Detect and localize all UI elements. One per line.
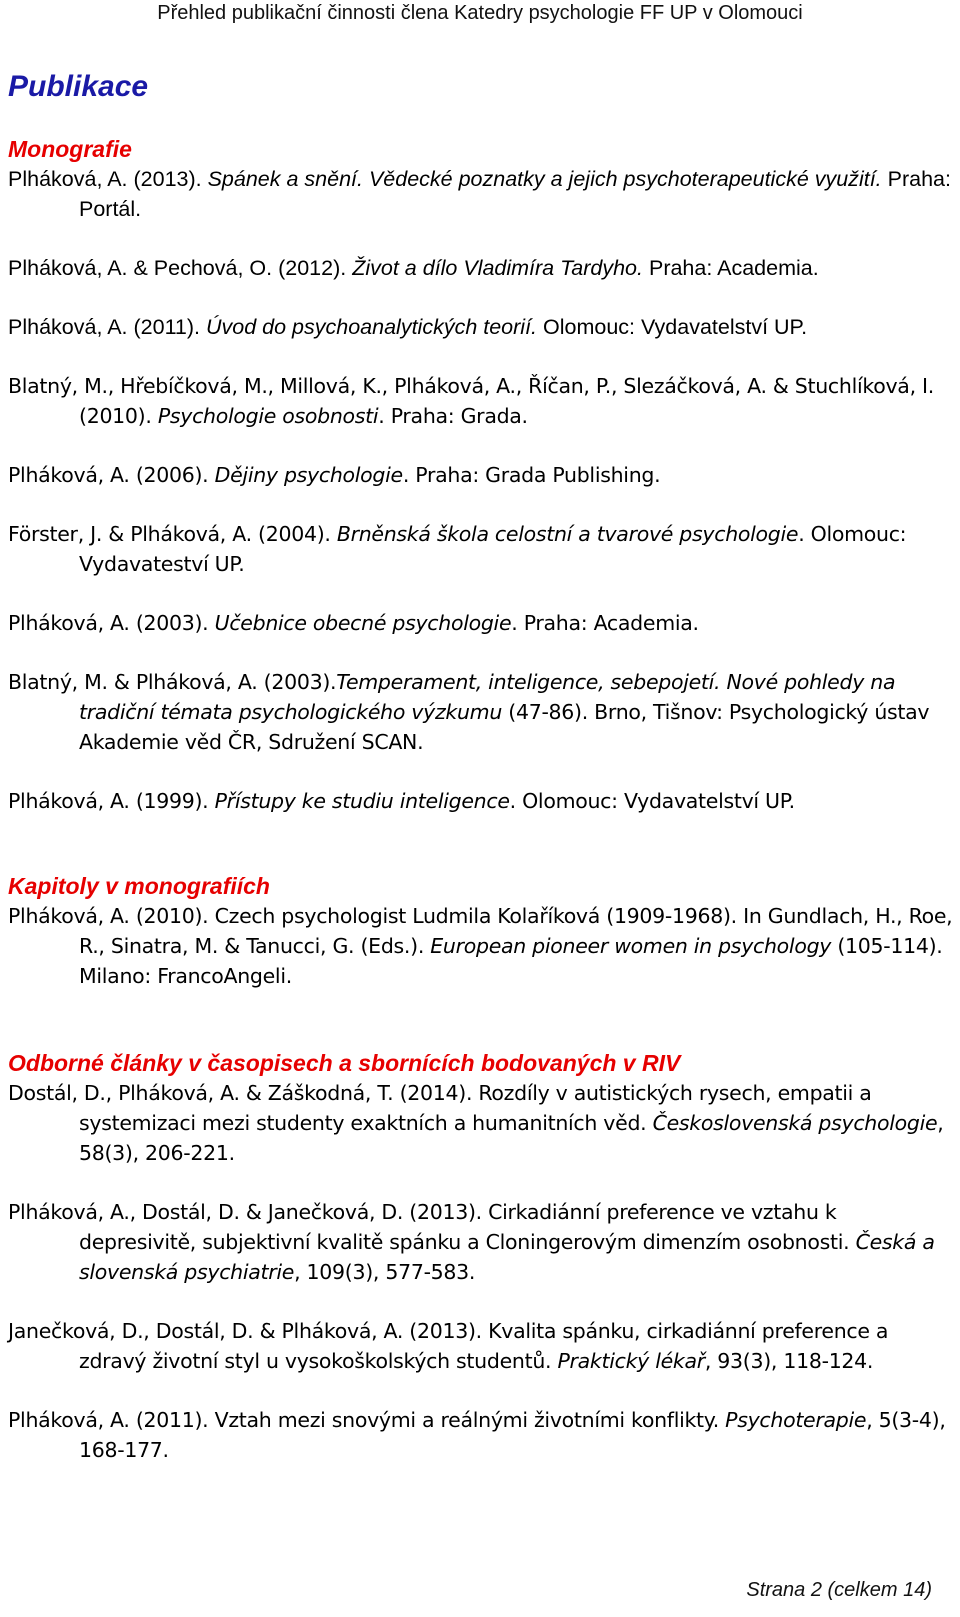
publication-entry: Plháková, A. & Pechová, O. (2012). Život a dílo Vladimíra Tardyho. Praha: Academia. <box>8 256 819 280</box>
publication-entry: Plháková, A. (1999). Přístupy ke studiu inteligence. Olomouc: Vydavatelství UP. <box>8 789 795 813</box>
page-header: Přehled publikační činnosti člena Katedry psychologie FF UP v Olomouci <box>157 2 803 24</box>
section-kapitoly <box>8 871 953 1020</box>
section-clanky <box>8 1048 953 1494</box>
publication-entry: Plháková, A. (2010). Czech psychologist Ludmila Kolaříková (1909-1968). In Gundlach, H., Roe, R., Sinatra, M. & Tanucci, G. (Eds.). European pioneer women in psychology (105-114). Milano: FrancoAngeli. <box>8 904 953 988</box>
section-heading: Odborné články v časopisech a sbornících bodovaných v RIV <box>8 1050 681 1076</box>
publication-entry: Blatný, M., Hřebíčková, M., Millová, K., Plháková, A., Říčan, P., Slezáčková, A. & Stuchlíková, I. (2010). Psychologie osobnosti. Praha: Grada. <box>8 374 934 428</box>
publication-entry: Plháková, A. (2003). Učebnice obecné psychologie. Praha: Academia. <box>8 611 699 635</box>
publication-entry: Plháková, A. (2011). Úvod do psychoanalytických teorií. Olomouc: Vydavatelství UP. <box>8 315 808 339</box>
publication-entry: Plháková, A. (2011). Vztah mezi snovými a reálnými životními konflikty. Psychoterapie, 5(3-4), 168-177. <box>8 1408 946 1462</box>
publication-entry: Plháková, A. (2013). Spánek a snění. Vědecké poznatky a jejich psychoterapeutické využití. Praha: Portál. <box>8 167 951 221</box>
page-footer: Strana 2 (celkem 14) <box>746 1579 932 1601</box>
publication-entry: Förster, J. & Plháková, A. (2004). Brněnská škola celostní a tvarové psychologie. Olomouc: Vydavateství UP. <box>8 522 907 576</box>
publication-entry: Plháková, A. (2006). Dějiny psychologie. Praha: Grada Publishing. <box>8 463 661 487</box>
section-monografie <box>8 134 953 845</box>
publication-entry: Plháková, A., Dostál, D. & Janečková, D. (2013). Cirkadiánní preference ve vztahu k depresivitě, subjektivní kvalitě spánku a Cloningerovým dimenzím osobnosti. Česká a slovenská psychiatrie, 109(3), 577-583. <box>8 1200 935 1284</box>
publication-entry: Dostál, D., Plháková, A. & Záškodná, T. (2014). Rozdíly v autistických rysech, empatii a systemizaci mezi studenty exaktních a humanitních věd. Československá psychologie, 58(3), 206-221. <box>8 1081 944 1165</box>
publication-entry: Janečková, D., Dostál, D. & Plháková, A. (2013). Kvalita spánku, cirkadiánní preference a zdravý životní styl u vysokoškolských studentů. Praktický lékař, 93(3), 118-124. <box>8 1319 889 1373</box>
page-title: Publikace <box>8 70 149 103</box>
section-heading: Kapitoly v monografiích <box>8 873 270 899</box>
publication-entry: Blatný, M. & Plháková, A. (2003).Temperament, inteligence, sebepojetí. Nové pohledy na tradiční témata psychologického výzkumu (47-86). Brno, Tišnov: Psychologický ústav Akademie věd ČR, Sdružení SCAN. <box>8 670 930 754</box>
section-heading: Monografie <box>8 136 132 162</box>
